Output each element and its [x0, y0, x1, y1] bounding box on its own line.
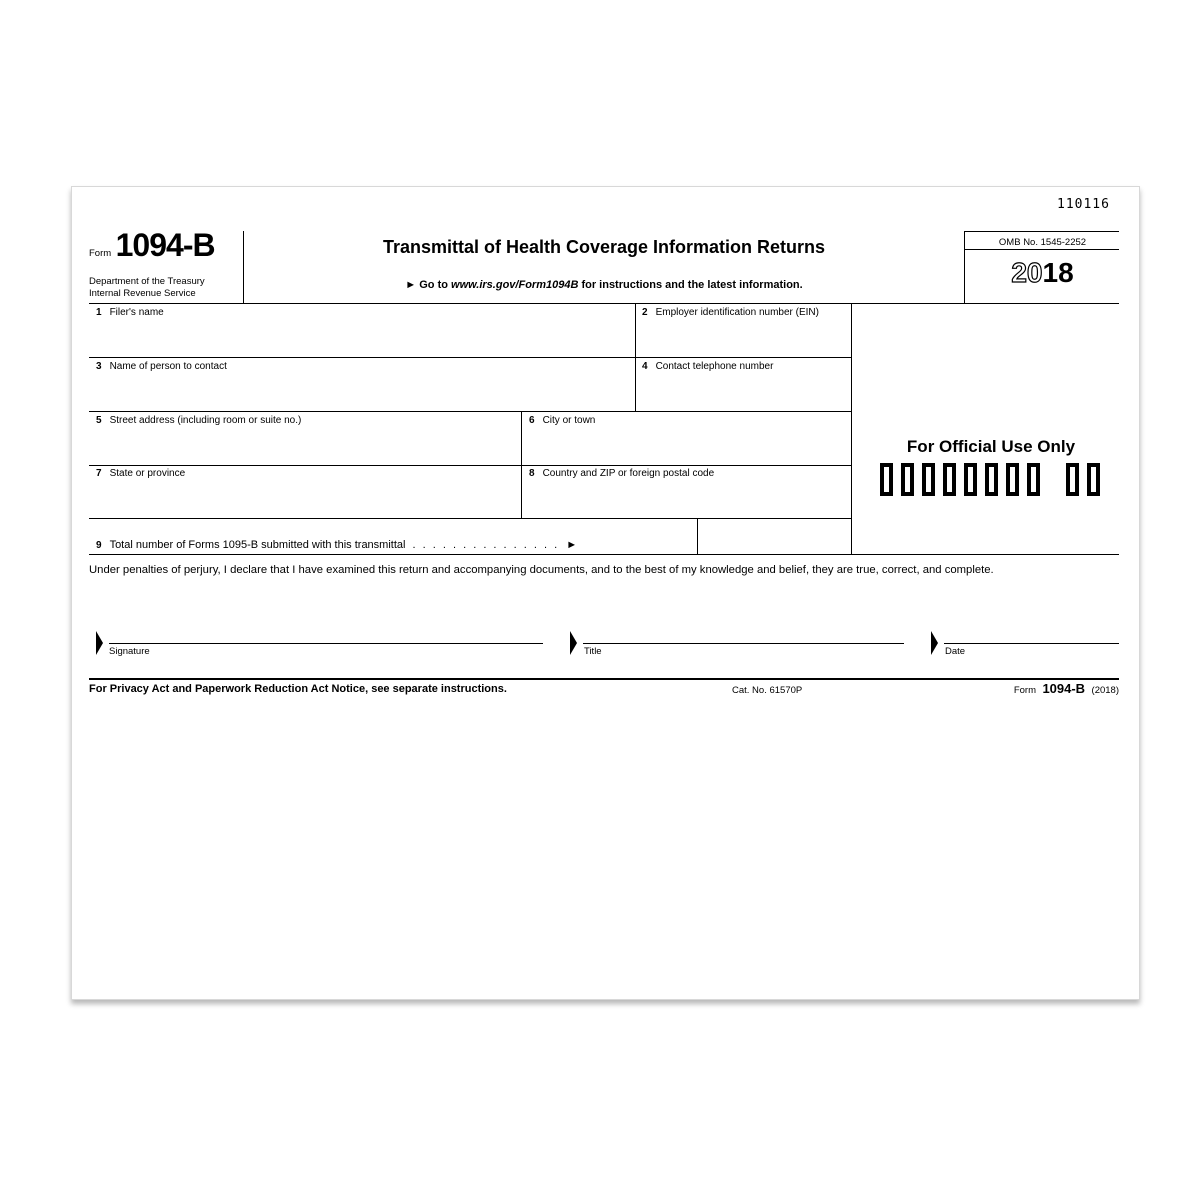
- catalog-number: Cat. No. 61570P: [732, 685, 803, 696]
- signature-line[interactable]: [109, 643, 543, 644]
- grid-rule-row1: [89, 357, 852, 358]
- field-6-city[interactable]: 6 City or town: [529, 415, 596, 426]
- field-7-state[interactable]: 7 State or province: [96, 468, 186, 479]
- official-use-label: For Official Use Only: [906, 437, 1076, 456]
- form-title: Transmittal of Health Coverage Information Returns: [382, 237, 826, 257]
- field-5-street-address[interactable]: 5 Street address (including room or suite no.): [96, 415, 302, 426]
- form-sheet: [71, 186, 1140, 1000]
- title-label: Title: [584, 646, 602, 657]
- grid-vline-b: [521, 411, 522, 518]
- grid-top-rule: [89, 303, 1119, 304]
- department: [89, 276, 205, 300]
- instructions-post: for instructions and the latest information.: [578, 279, 803, 291]
- instructions-url[interactable]: www.irs.gov/Form1094B: [451, 279, 579, 291]
- form-code: 110116: [1057, 197, 1110, 212]
- field-9-input[interactable]: [699, 520, 850, 553]
- title-arrow-icon: [570, 631, 577, 655]
- grid-vline-c: [697, 518, 698, 554]
- field-4-contact-phone[interactable]: 4 Contact telephone number: [642, 361, 774, 372]
- date-arrow-icon: [931, 631, 938, 655]
- field-3-contact-name[interactable]: 3 Name of person to contact: [96, 361, 227, 372]
- date-label: Date: [945, 646, 966, 657]
- perjury-statement: Under penalties of perjury, I declare that I have examined this return and accompanying documents, and to the best of my knowledge and belief, they are true, correct, and complete.: [89, 564, 994, 576]
- form-prefix: Form: [89, 248, 112, 259]
- field-2-ein[interactable]: 2 Employer identification number (EIN): [642, 307, 819, 318]
- official-use-boxes: [880, 463, 1120, 503]
- omb-rule: [964, 249, 1119, 250]
- omb-number: OMB No. 1545-2252: [998, 237, 1087, 248]
- year-prefix: 20: [1011, 257, 1043, 288]
- grid-rule-row4: [89, 518, 852, 519]
- instructions-pre: Go to: [419, 279, 452, 291]
- signature-label: Signature: [109, 646, 150, 657]
- grid-rule-row3: [89, 465, 852, 466]
- form-instructions: [244, 279, 964, 291]
- dept-line1: Department of the Treasury: [89, 276, 205, 287]
- form-number: 1094-B: [115, 227, 215, 263]
- grid-rule-row2: [89, 411, 852, 412]
- form-id: [89, 227, 215, 264]
- field-8-country-zip[interactable]: 8 Country and ZIP or foreign postal code: [529, 468, 715, 479]
- grid-bottom-rule: [89, 554, 1119, 555]
- year-suffix: 18: [1042, 257, 1074, 288]
- play-arrow-icon: ►: [566, 539, 578, 551]
- footer-form-id: Form 1094-B (2018): [1013, 681, 1119, 696]
- play-arrow-icon: ►: [405, 279, 417, 291]
- grid-vline-d: [851, 303, 852, 554]
- title-line[interactable]: [583, 643, 904, 644]
- privacy-notice: For Privacy Act and Paperwork Reduction Act Notice, see separate instructions.: [89, 683, 507, 695]
- field-9-total-forms: 9 Total number of Forms 1095-B submitted with this transmittal . . . . . . . . . . . . . . . ►: [96, 539, 578, 551]
- signature-arrow-icon: [96, 631, 103, 655]
- dept-line2: Internal Revenue Service: [89, 288, 196, 299]
- tax-year: [965, 257, 1120, 289]
- grid-vline-a: [635, 303, 636, 411]
- field-1-filers-name[interactable]: 1 Filer's name: [96, 307, 164, 318]
- date-line[interactable]: [944, 643, 1119, 644]
- omb-top-rule: [964, 231, 1119, 232]
